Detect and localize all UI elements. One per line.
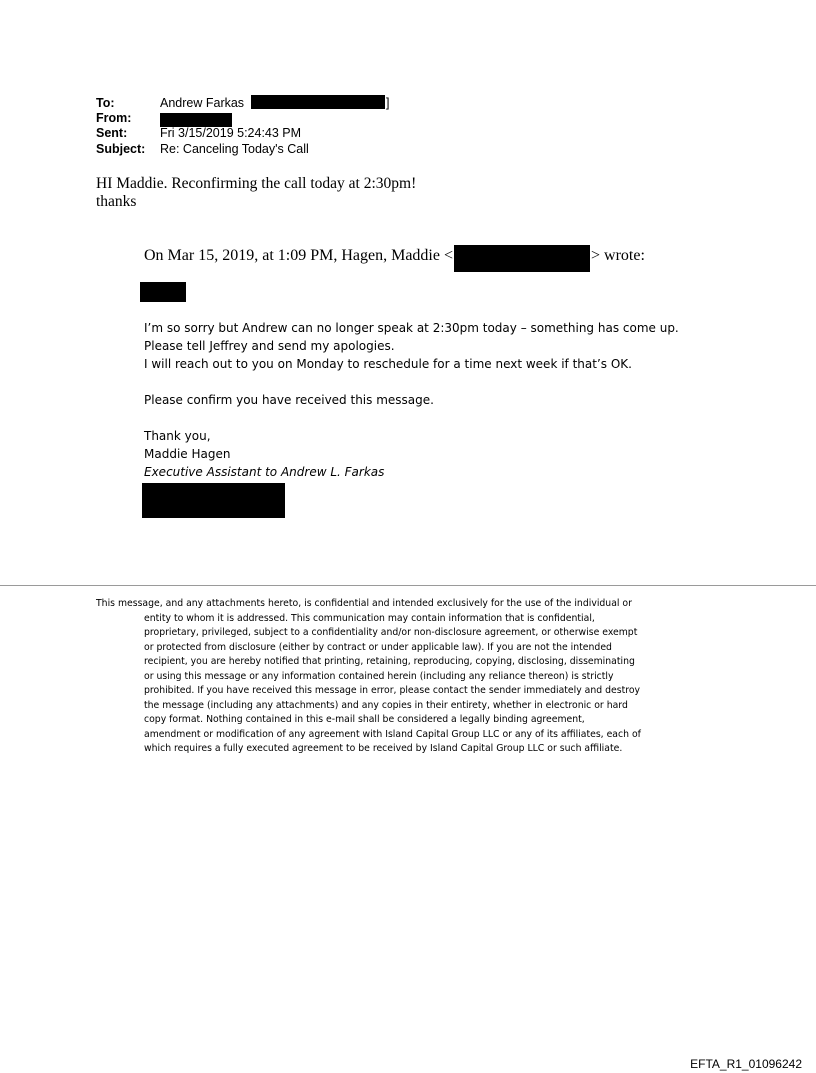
- sent-label: Sent:: [96, 126, 128, 140]
- to-label: To:: [96, 96, 115, 110]
- quote-para1-line3: I will reach out to you on Monday to reschedule for a time next week if that’s OK.: [144, 357, 632, 371]
- divider: [0, 585, 816, 586]
- signature-name: Maddie Hagen: [144, 447, 231, 461]
- redaction-sender-email: [454, 245, 590, 272]
- redaction-greeting: [140, 282, 186, 302]
- quote-attribution-suffix: > wrote:: [591, 247, 645, 264]
- subject-label: Subject:: [96, 142, 146, 156]
- quote-para2: Please confirm you have received this message.: [144, 393, 434, 407]
- disclaimer-line: the message (including any attachments) and any copies in their entirety, whether in electronic or hard: [144, 699, 628, 711]
- to-suffix: ]: [386, 96, 390, 110]
- disclaimer-line: This message, and any attachments hereto, is confidential and intended exclusively for the use of the individual or: [96, 598, 632, 609]
- disclaimer-line: prohibited. If you have received this message in error, please contact the sender immediately and destroy: [144, 685, 641, 696]
- redaction-signature-block: [142, 483, 285, 518]
- disclaimer-line: or protected from disclosure (either by contract or under applicable law). If you are not the intended: [144, 641, 612, 653]
- disclaimer-line: proprietary, privileged, subject to a confidentiality and/or non-disclosure agreement, or otherwise exempt: [144, 627, 638, 638]
- reply-line-2: thanks: [96, 193, 137, 210]
- sent-value: Fri 3/15/2019 5:24:43 PM: [160, 126, 302, 140]
- redaction-from: [160, 113, 232, 127]
- disclaimer-line: entity to whom it is addressed. This communication may contain information that is confidential,: [144, 612, 595, 624]
- document-id: EFTA_R1_01096242: [690, 1057, 802, 1071]
- disclaimer-line: recipient, you are hereby notified that printing, retaining, reproducing, copying, disclosing, disseminating: [144, 656, 635, 667]
- disclaimer-line: or using this message or any information contained herein (including any reliance thereon) is strictly: [144, 670, 614, 682]
- subject-value: Re: Canceling Today's Call: [160, 142, 309, 156]
- to-value: Andrew Farkas: [160, 96, 245, 110]
- disclaimer-line: which requires a fully executed agreement to be received by Island Capital Group LLC or such affiliate.: [144, 743, 623, 754]
- redaction-to-email: [251, 95, 385, 109]
- quote-para1-line1: I’m so sorry but Andrew can no longer speak at 2:30pm today – something has come up.: [144, 321, 679, 335]
- reply-line-1: HI Maddie. Reconfirming the call today at 2:30pm!: [96, 175, 417, 192]
- signoff: Thank you,: [144, 429, 211, 443]
- disclaimer-line: amendment or modification of any agreement with Island Capital Group LLC or any of its affiliates, each of: [144, 728, 641, 740]
- signature-title: Executive Assistant to Andrew L. Farkas: [144, 465, 385, 479]
- quote-attribution-prefix: On Mar 15, 2019, at 1:09 PM, Hagen, Maddie <: [144, 247, 453, 264]
- from-label: From:: [96, 111, 132, 125]
- disclaimer-line: copy format. Nothing contained in this e-mail shall be considered a legally binding agreement,: [144, 714, 585, 725]
- quote-para1-line2: Please tell Jeffrey and send my apologies.: [144, 339, 395, 353]
